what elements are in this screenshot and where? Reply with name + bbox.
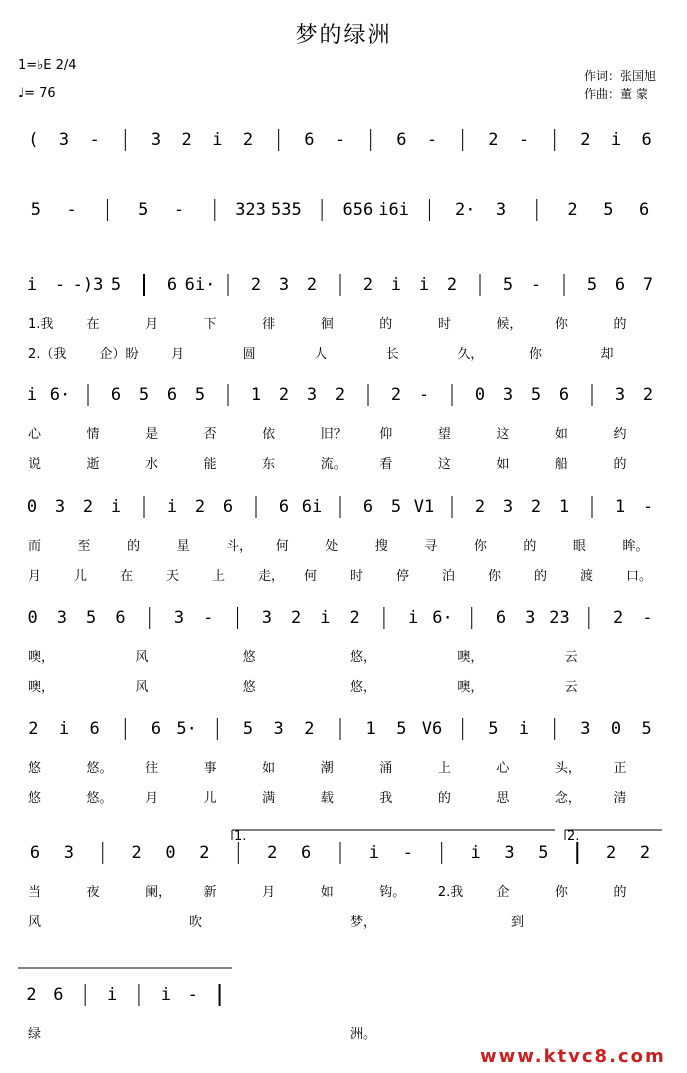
lyric-syllable: 悠 <box>242 650 256 665</box>
lyric-syllable: 风 <box>28 915 42 930</box>
note: 6 <box>29 843 41 863</box>
note: 5 <box>488 719 499 739</box>
lyric-syllable: 洲。 <box>350 1027 377 1042</box>
lyric-syllable: 星 <box>176 539 190 554</box>
lyric-syllable: 你 <box>473 539 487 554</box>
lyric-syllable: 清 <box>613 791 627 806</box>
note: - <box>334 130 346 150</box>
note: i <box>408 608 419 628</box>
note: i <box>106 985 118 1005</box>
note: 2 <box>580 130 591 150</box>
lyric-syllable: 徊 <box>320 317 334 332</box>
lyric-syllable: 寻 <box>424 539 438 554</box>
note: 2 <box>606 843 617 863</box>
lyric-syllable: 这 <box>437 457 451 472</box>
note: 5 <box>603 200 614 220</box>
note: 5 <box>538 843 549 863</box>
lyric-syllable: 风 <box>135 650 149 665</box>
note: - <box>203 608 214 628</box>
lyric-syllable: 候， <box>496 317 523 332</box>
lyric-syllable: 望 <box>437 427 451 442</box>
lyric-syllable: 处 <box>325 539 339 554</box>
lyric-syllable: 云 <box>564 650 578 665</box>
lyric-syllable: 眸。 <box>622 539 649 554</box>
lyric-syllable: 是 <box>145 427 159 442</box>
note: 3 <box>525 608 536 628</box>
note: i <box>26 385 38 405</box>
note: 3 <box>495 200 507 220</box>
note: 2 <box>181 130 192 150</box>
lyric-syllable: 何 <box>304 569 318 584</box>
lyric-syllable: 噢， <box>457 680 484 695</box>
note: 2 <box>474 497 486 517</box>
note: -)3 <box>72 275 104 295</box>
lyric-syllable: 月 <box>145 317 159 332</box>
lyric-syllable: 噢， <box>457 650 484 665</box>
note: 1 <box>250 385 262 405</box>
note: - <box>54 275 66 295</box>
lyric-syllable: 念， <box>554 791 581 806</box>
lyric-syllable: 儿 <box>203 791 217 806</box>
note: 3 <box>273 719 284 739</box>
note: 5 <box>30 200 42 220</box>
note: - <box>642 608 653 628</box>
note: 6· <box>49 385 71 405</box>
lyric-syllable: 的 <box>613 885 627 900</box>
note: 3 <box>150 130 162 150</box>
lyric-syllable: 长 <box>385 347 399 362</box>
note: 3 <box>580 719 591 739</box>
note: i <box>110 497 122 517</box>
note: 2 <box>488 130 499 150</box>
note: ( <box>28 130 39 150</box>
note: i <box>166 497 178 517</box>
note: 6 <box>300 843 312 863</box>
lyric-syllable: 你 <box>488 569 502 584</box>
lyric-syllable: 当 <box>28 885 42 900</box>
note: 6 <box>495 608 507 628</box>
note: 2· <box>454 200 476 220</box>
note: 2 <box>642 385 654 405</box>
lyric-syllable: 看 <box>379 457 393 472</box>
lyric-syllable: 心 <box>28 427 42 442</box>
lyric-syllable: 2.我 <box>437 885 464 900</box>
note: 5 <box>138 385 150 405</box>
note: i <box>368 843 380 863</box>
note: 6 <box>150 719 162 739</box>
lyric-syllable: 悠， <box>350 680 377 695</box>
note: 5 <box>242 719 254 739</box>
lyric-syllable: 而 <box>28 539 42 554</box>
lyric-syllable: 至 <box>77 539 91 554</box>
note: V6 <box>421 719 443 739</box>
note: 0 <box>610 719 622 739</box>
lyric-syllable: 月 <box>145 791 159 806</box>
note: 3 <box>502 497 514 517</box>
lyric-syllable: 的 <box>613 457 627 472</box>
note: - <box>89 130 100 150</box>
note: 6 <box>166 275 178 295</box>
note: 6· <box>432 608 453 628</box>
lyric-syllable: 下 <box>203 317 217 332</box>
note: 5 <box>641 719 652 739</box>
note: 3 <box>261 608 272 628</box>
lyric-syllable: 事 <box>203 761 217 776</box>
note: 0 <box>27 608 38 628</box>
note: 6 <box>396 130 407 150</box>
note: i <box>160 985 171 1005</box>
lyric-syllable: 新 <box>203 885 217 900</box>
note: 656 <box>342 200 374 220</box>
note: - <box>173 200 185 220</box>
note: - <box>418 385 430 405</box>
lyric-syllable: 涌 <box>379 761 393 776</box>
note: - <box>402 843 413 863</box>
lyric-syllable: 你 <box>554 885 568 900</box>
note: 6 <box>638 200 650 220</box>
note: 6 <box>166 385 178 405</box>
lyric-syllable: 的 <box>379 317 393 332</box>
note: 0 <box>165 843 176 863</box>
note: i <box>418 275 430 295</box>
lyric-syllable: 久， <box>457 347 484 362</box>
lyric-syllable: 的 <box>523 539 537 554</box>
note: 2 <box>639 843 651 863</box>
note: 5 <box>586 275 598 295</box>
note: 6i <box>301 497 323 517</box>
lyric-syllable: 云 <box>564 680 578 695</box>
note: 2 <box>242 130 254 150</box>
lyric-syllable: 的 <box>534 569 548 584</box>
lyric-syllable: 的 <box>127 539 141 554</box>
note: 5 <box>86 608 97 628</box>
note: 3 <box>63 843 74 863</box>
note: i6i <box>378 200 410 220</box>
note: 2 <box>250 275 262 295</box>
note: 6 <box>89 719 100 739</box>
lyric-syllable: 旧？ <box>320 427 347 442</box>
lyric-syllable: 悠 <box>28 761 42 776</box>
lyric-syllable: 船 <box>554 457 568 472</box>
lyric-syllable: 停 <box>396 569 410 584</box>
volta-2-label: 2. <box>567 829 580 844</box>
lyric-syllable: 时 <box>437 317 451 332</box>
note: 3 <box>173 608 185 628</box>
lyric-syllable: 悠。 <box>86 791 113 806</box>
note: 2 <box>267 843 278 863</box>
watermark: www.ktvc8.com <box>480 1046 666 1067</box>
note: 2 <box>362 275 374 295</box>
note: 6i· <box>184 275 216 295</box>
lyric-syllable: 约 <box>613 427 627 442</box>
note: 5 <box>390 497 402 517</box>
note: 2 <box>131 843 142 863</box>
lyric-syllable: 悠。 <box>86 761 113 776</box>
note: 6 <box>641 130 652 150</box>
lyric-syllable: 在 <box>120 569 134 584</box>
note: 1 <box>558 497 570 517</box>
lyric-syllable: 月 <box>262 885 276 900</box>
lyric-syllable: 往 <box>145 761 159 776</box>
lyric-syllable: 企 <box>496 885 510 900</box>
lyric-syllable: 儿 <box>74 569 88 584</box>
lyric-syllable: 否 <box>203 427 217 442</box>
lyric-syllable: 流。 <box>320 457 347 472</box>
key-signature: 1=♭E 2/4 <box>18 58 77 73</box>
lyric-syllable: 绿 <box>28 1027 42 1042</box>
composer: 作曲：董 蒙 <box>584 87 648 101</box>
lyric-syllable: 斗， <box>226 539 253 554</box>
note: 2 <box>290 608 302 628</box>
note: - <box>530 275 542 295</box>
note: 2 <box>26 985 37 1005</box>
lyric-syllable: 何 <box>275 539 289 554</box>
note: - <box>426 130 438 150</box>
lyric-syllable: 说 <box>28 457 42 472</box>
lyricist: 作词：张国旭 <box>584 69 657 83</box>
note: V1 <box>413 497 435 517</box>
lyric-syllable: 逝 <box>86 457 100 472</box>
note: i <box>320 608 331 628</box>
note: 3 <box>614 385 626 405</box>
lyric-syllable: 吹 <box>189 915 203 930</box>
lyric-syllable: 的 <box>613 317 627 332</box>
note: 2 <box>530 497 542 517</box>
lyric-syllable: 水 <box>145 457 159 472</box>
note: 3 <box>502 385 514 405</box>
lyric-syllable: 心 <box>496 761 510 776</box>
note: 2 <box>306 275 318 295</box>
lyric-syllable: 如 <box>496 457 510 472</box>
lyric-syllable: 在 <box>86 317 100 332</box>
note: 3 <box>56 608 68 628</box>
note: 3 <box>504 843 515 863</box>
note: 5 <box>396 719 407 739</box>
note: 5 <box>530 385 542 405</box>
note: 6 <box>115 608 126 628</box>
note: 2 <box>349 608 360 628</box>
lyric-syllable: 月 <box>171 347 185 362</box>
lyric-syllable: 上 <box>437 761 451 776</box>
note: i <box>518 719 530 739</box>
note: 6 <box>222 497 234 517</box>
lyric-syllable: 泊 <box>442 569 456 584</box>
page-title: 梦的绿洲 <box>295 23 392 48</box>
note: 1 <box>614 497 626 517</box>
note: 0 <box>474 385 486 405</box>
lyric-syllable: 走， <box>258 569 285 584</box>
lyric-syllable: 夜 <box>86 885 100 900</box>
note: 5 <box>502 275 514 295</box>
lyric-syllable: 如 <box>320 885 334 900</box>
lyric-syllable: 月 <box>28 569 42 584</box>
note: 3 <box>306 385 318 405</box>
note: 2 <box>334 385 346 405</box>
lyric-syllable: 思 <box>496 791 510 806</box>
lyric-syllable: 这 <box>496 427 510 442</box>
note: 535 <box>270 200 302 220</box>
lyric-syllable: 仰 <box>379 427 393 442</box>
note: 5· <box>176 719 197 739</box>
note: 2 <box>612 608 624 628</box>
note: i <box>390 275 402 295</box>
note: 2 <box>194 497 206 517</box>
note: 2 <box>446 275 458 295</box>
lyric-syllable: 渡 <box>580 569 594 584</box>
lyric-syllable: 搜 <box>374 539 388 554</box>
lyric-syllable: 如 <box>554 427 568 442</box>
lyric-syllable: 眼 <box>572 539 586 554</box>
note: 0 <box>26 497 38 517</box>
note: i <box>212 130 223 150</box>
lyric-syllable: 你 <box>528 347 542 362</box>
note: 3 <box>278 275 290 295</box>
lyric-syllable: 能 <box>203 457 217 472</box>
tempo-mark: ♩= 76 <box>18 86 56 101</box>
note: - <box>642 497 654 517</box>
lyric-syllable: 时 <box>350 569 364 584</box>
lyric-syllable: 噢， <box>28 650 55 665</box>
note: - <box>66 200 77 220</box>
note: 6 <box>110 385 122 405</box>
note: 1 <box>365 719 376 739</box>
note: - <box>187 985 198 1005</box>
note: i <box>58 719 70 739</box>
lyric-syllable: 头， <box>554 761 581 776</box>
note: 6 <box>53 985 64 1005</box>
lyric-syllable: 悠 <box>28 791 42 806</box>
note: - <box>518 130 530 150</box>
lyric-syllable: 情 <box>86 427 100 442</box>
lyric-syllable: 天 <box>166 569 180 584</box>
note: i <box>26 275 38 295</box>
lyric-syllable: 圆 <box>242 347 256 362</box>
lyric-syllable: 徘 <box>262 317 276 332</box>
note: 6 <box>362 497 374 517</box>
lyric-syllable: 阑， <box>145 885 172 900</box>
note: 5 <box>110 275 122 295</box>
note: 3 <box>58 130 70 150</box>
note: 6 <box>558 385 570 405</box>
lyric-syllable: 到 <box>511 915 525 930</box>
note: 5 <box>138 200 149 220</box>
volta-1-label: 1. <box>234 829 247 844</box>
lyric-syllable: 悠 <box>242 680 256 695</box>
lyric-syllable: 却 <box>600 347 614 362</box>
note: 2 <box>567 200 578 220</box>
note: 323 <box>235 200 266 220</box>
note: 23 <box>549 608 570 628</box>
note: 2 <box>304 719 315 739</box>
lyric-syllable: 企）盼 <box>99 347 139 362</box>
lyric-syllable: 风 <box>135 680 149 695</box>
lyric-syllable: 悠， <box>350 650 377 665</box>
lyric-syllable: 潮 <box>320 761 334 776</box>
lyric-syllable: 上 <box>212 569 226 584</box>
lyric-syllable: 载 <box>320 791 334 806</box>
note: 2 <box>278 385 290 405</box>
lyric-syllable: 依 <box>262 427 276 442</box>
lyric-syllable: 东 <box>262 457 276 472</box>
lyric-syllable: 1.我 <box>28 317 54 332</box>
lyric-syllable: 钩。 <box>379 885 406 900</box>
note: 2 <box>82 497 94 517</box>
lyric-syllable: 你 <box>554 317 568 332</box>
note: 6 <box>304 130 315 150</box>
note: 5 <box>194 385 206 405</box>
note: 6 <box>278 497 290 517</box>
note: 7 <box>642 275 654 295</box>
lyric-syllable: 梦， <box>350 915 377 930</box>
note: 2 <box>28 719 39 739</box>
lyric-syllable: 人 <box>314 347 328 362</box>
lyric-syllable: 噢， <box>28 680 55 695</box>
lyric-syllable: 正 <box>613 761 627 776</box>
note: 2 <box>390 385 402 405</box>
note: 6 <box>614 275 626 295</box>
lyric-syllable: 满 <box>262 791 276 806</box>
lyric-syllable: 我 <box>379 791 393 806</box>
note: 3 <box>54 497 66 517</box>
lyric-syllable: 如 <box>262 761 276 776</box>
lyric-syllable: 的 <box>437 791 451 806</box>
note: i <box>470 843 481 863</box>
lyric-syllable: 2.（我 <box>28 347 67 362</box>
note: 2 <box>199 843 210 863</box>
note: i <box>610 130 622 150</box>
lyric-syllable: 口。 <box>626 569 653 584</box>
